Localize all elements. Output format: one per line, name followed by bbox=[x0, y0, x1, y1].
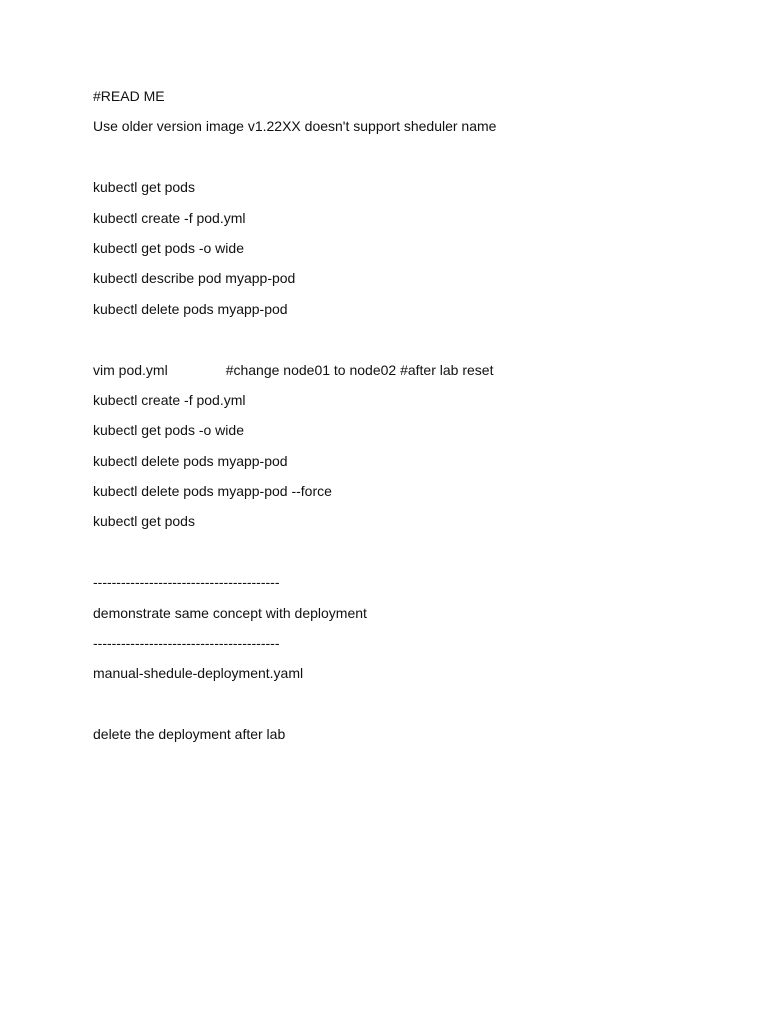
divider-line: ---------------------------------------- bbox=[93, 574, 280, 591]
readme-heading: #READ ME bbox=[93, 88, 165, 104]
command-line: kubectl create -f pod.yml bbox=[93, 391, 246, 408]
command-line: kubectl create -f pod.yml bbox=[93, 209, 246, 226]
divider-line: ---------------------------------------- bbox=[93, 635, 280, 652]
document-body bbox=[93, 86, 713, 755]
command-line: kubectl delete pods myapp-pod --force bbox=[93, 483, 332, 500]
command-line: kubectl get pods bbox=[93, 513, 195, 530]
deployment-title: demonstrate same concept with deployment bbox=[93, 604, 367, 621]
spacer bbox=[93, 542, 713, 572]
deployment-file: manual-shedule-deployment.yaml bbox=[93, 665, 304, 682]
spacer bbox=[93, 329, 713, 359]
final-note: delete the deployment after lab bbox=[93, 726, 286, 743]
command-line: kubectl delete pods myapp-pod bbox=[93, 452, 288, 469]
command-line: kubectl get pods -o wide bbox=[93, 422, 244, 439]
vim-comment: #change node01 to node02 #after lab reset bbox=[225, 361, 494, 378]
vim-line bbox=[93, 360, 713, 390]
command-line: kubectl get pods -o wide bbox=[93, 239, 244, 256]
spacer bbox=[93, 147, 713, 177]
command-line: kubectl get pods bbox=[93, 179, 195, 196]
vim-command: vim pod.yml bbox=[93, 361, 168, 378]
command-line: kubectl delete pods myapp-pod bbox=[93, 300, 288, 317]
version-note: Use older version image v1.22XX doesn't support sheduler name bbox=[93, 118, 497, 135]
spacer bbox=[93, 694, 713, 724]
command-line: kubectl describe pod myapp-pod bbox=[93, 270, 296, 287]
